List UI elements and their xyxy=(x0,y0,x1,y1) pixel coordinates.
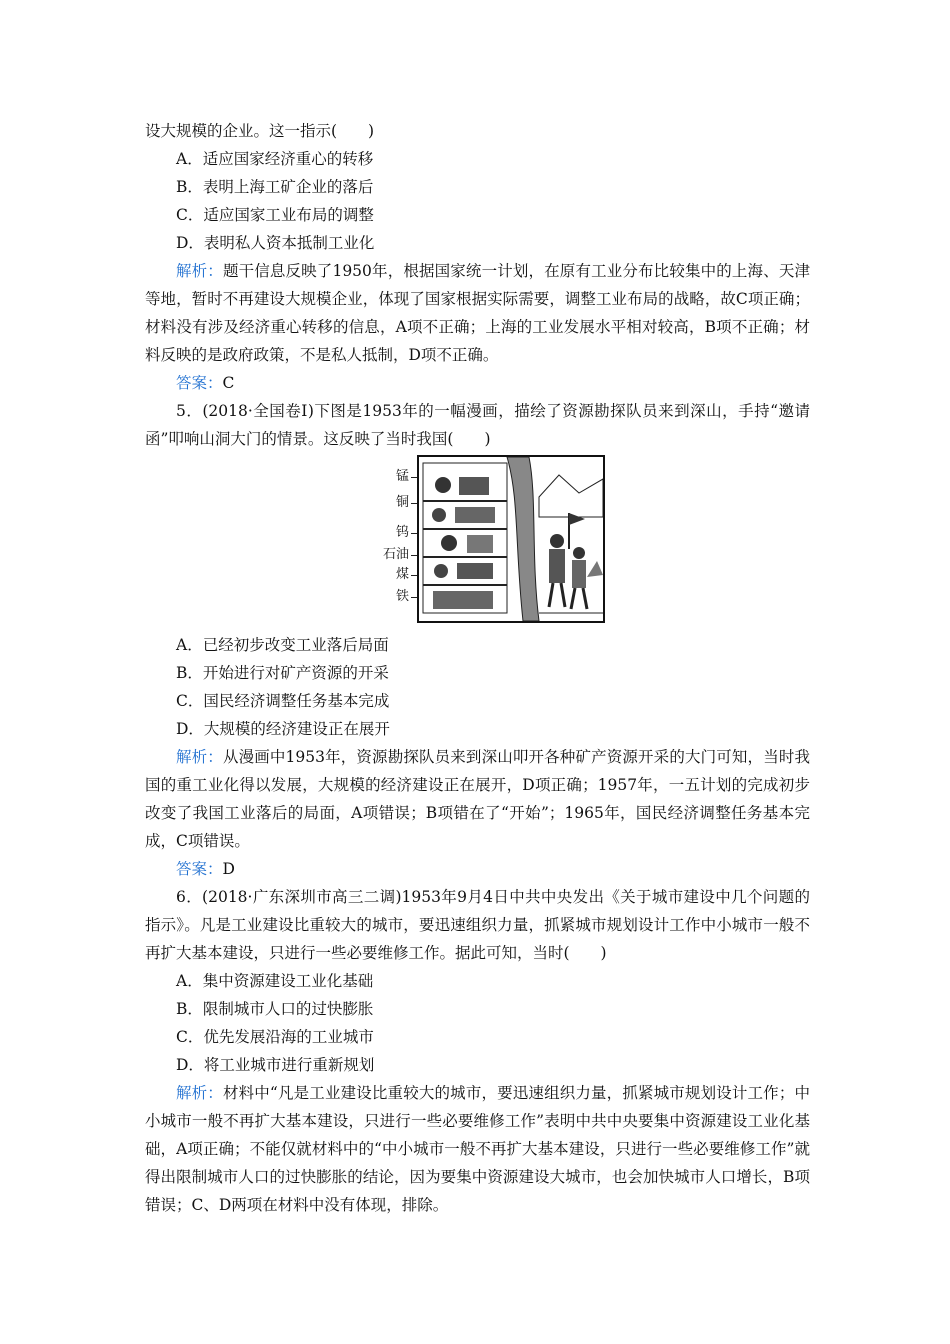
q5-analysis-text: 从漫画中1953年，资源勘探队员来到深山叩开各种矿产资源开采的大门可知，当时我国的重工业化得以发展，大规模的经济建设正在展开，D项正确；1957年，一五计划的完成初步改变了我国工业落后的局面，A项错误；B项错在了“开始”；1965年，国民经济调整任务基本完成，C项错误。 xyxy=(145,748,810,850)
figure-label-tungsten: 钨 xyxy=(395,525,409,540)
q4-analysis-text: 题干信息反映了1950年，根据国家统一计划，在原有工业分布比较集中的上海、天津等地，暂时不再建设大规模企业，体现了国家根据实际需要，调整工业布局的战略，故C项正确；材料没有涉及经济重心转移的信息，A项不正确；上海的工业发展水平相对较高，B项不正确；材料反映的是政府政策，不是私人抵制，D项不正确。 xyxy=(145,262,810,364)
q4-option-d: D．表明私人资本抵制工业化 xyxy=(176,234,375,252)
q6-analysis-text: 材料中“凡是工业建设比重较大的城市，要迅速组织力量，抓紧城市规划设计工作；中小城市一般不再扩大基本建设，只进行一些必要维修工作”表明中共中央要集中资源建设工业化基础，A项正确；不能仅就材料中的“中小城市一般不再扩大基本建设，只进行一些必要维修工作”就得出限制城市人口的过快膨胀的结论，因为要集中资源建设大城市，也会加快城市人口增长，B项错误；C、D两项在材料中没有体现，排除。 xyxy=(145,1084,810,1214)
q5-analysis xyxy=(145,743,810,855)
figure-label-copper: 铜 xyxy=(395,495,409,510)
q5-option-d: D．大规模的经济建设正在展开 xyxy=(176,720,390,738)
q5-analysis-label: 解析： xyxy=(176,748,223,766)
q4-answer-value: C xyxy=(222,374,235,392)
q6-option-d: D．将工业城市进行重新规划 xyxy=(176,1056,375,1074)
cartoon-drawing xyxy=(419,457,603,621)
cartoon-image xyxy=(417,455,605,623)
q5-stem: 5．(2018·全国卷Ⅰ)下图是1953年的一幅漫画，描绘了资源勘探队员来到深山，手持“邀请函”叩响山洞大门的情景。这反映了当时我国( ) xyxy=(145,402,810,448)
q4-answer xyxy=(145,369,810,397)
q5-option-a: A．已经初步改变工业落后局面 xyxy=(176,636,389,654)
q6-analysis xyxy=(145,1079,810,1219)
figure-labels xyxy=(375,459,417,619)
figure-label-iron: 铁 xyxy=(395,589,409,604)
q5-option-b: B．开始进行对矿产资源的开采 xyxy=(176,664,389,682)
q6-option-b: B．限制城市人口的过快膨胀 xyxy=(176,1000,374,1018)
q6-stem: 6．(2018·广东深圳市高三二调)1953年9月4日中共中央发出《关于城市建设中几个问题的指示》。凡是工业建设比重较大的城市，要迅速组织力量，抓紧城市规划设计工作中小城市一般不再扩大基本建设，只进行一些必要维修工作。据此可知，当时( ) xyxy=(145,888,810,962)
q4-analysis-label: 解析： xyxy=(176,262,223,280)
q4-option-b: B．表明上海工矿企业的落后 xyxy=(176,178,374,196)
q6-option-a: A．集中资源建设工业化基础 xyxy=(176,972,374,990)
q4-answer-label: 答案： xyxy=(176,374,223,392)
q6-analysis-label: 解析： xyxy=(176,1084,223,1102)
q6-option-c: C．优先发展沿海的工业城市 xyxy=(176,1028,374,1046)
figure-label-manganese: 锰 xyxy=(395,469,409,484)
q5-answer xyxy=(145,855,810,883)
q5-figure xyxy=(145,455,810,627)
document-page xyxy=(145,117,810,1219)
q4-option-c: C．适应国家工业布局的调整 xyxy=(176,206,374,224)
q4-option-a: A．适应国家经济重心的转移 xyxy=(176,150,374,168)
figure-label-coal: 煤 xyxy=(395,567,409,582)
figure-label-oil: 石油 xyxy=(382,547,409,562)
q5-answer-label: 答案： xyxy=(176,860,223,878)
q4-analysis xyxy=(145,257,810,369)
q5-option-c: C．国民经济调整任务基本完成 xyxy=(176,692,390,710)
q4-stem-tail: 设大规模的企业。这一指示( ) xyxy=(145,122,375,140)
q5-answer-value: D xyxy=(222,860,235,878)
